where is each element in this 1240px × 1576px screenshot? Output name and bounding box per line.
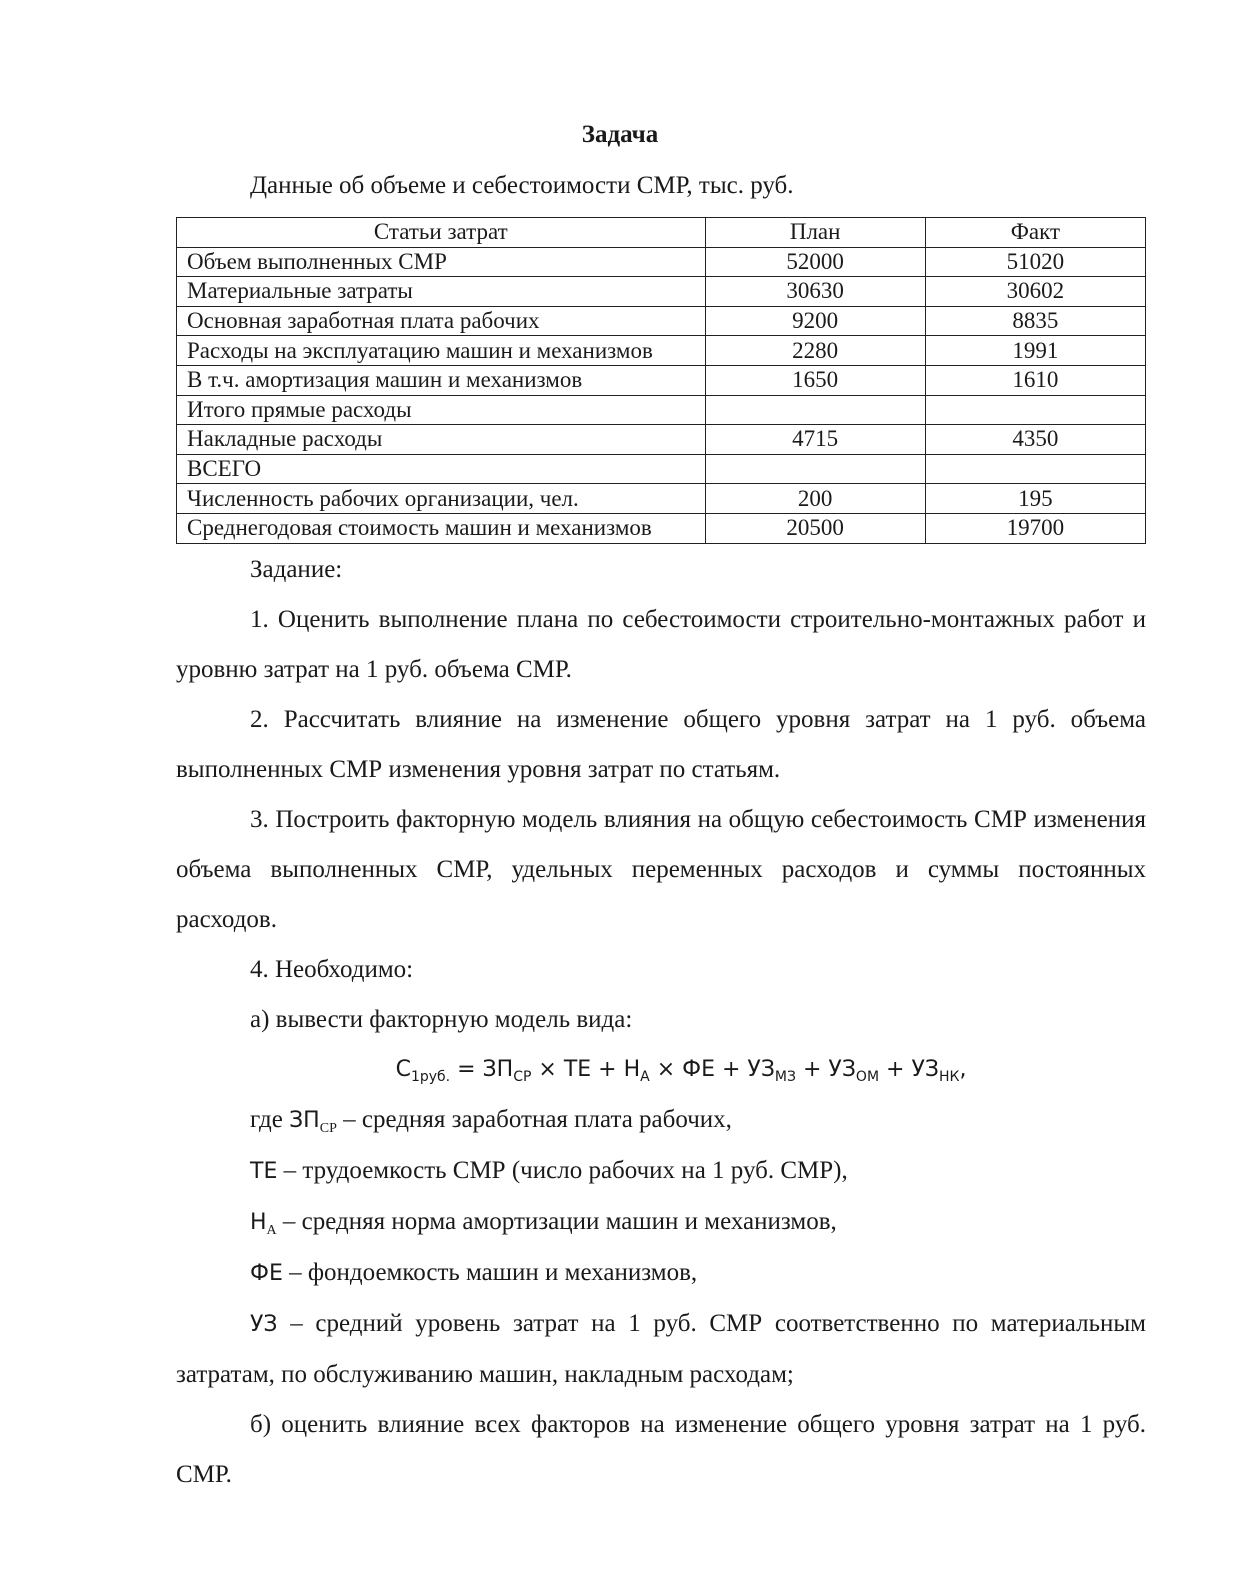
formula-zp: ЗП <box>482 1057 514 1082</box>
fact-value: 30602 <box>925 277 1145 307</box>
symbol-te: ТЕ <box>250 1159 278 1184</box>
definition-te-text: – трудоемкость СМР (число рабочих на 1 руб. СМР), <box>277 1157 848 1184</box>
table-row <box>177 306 1146 336</box>
formula-plus-2: + <box>879 1057 912 1082</box>
header-plan: План <box>705 218 925 248</box>
table-row <box>177 277 1146 307</box>
plan-value <box>705 454 925 484</box>
formula-eq: = <box>450 1057 483 1082</box>
symbol-na: Н <box>250 1210 267 1235</box>
fact-value <box>925 395 1145 425</box>
plan-value: 4715 <box>705 425 925 455</box>
plan-value: 2280 <box>705 336 925 366</box>
task-text <box>176 545 1146 1500</box>
definition-zp-text: – средняя заработная плата рабочих, <box>336 1106 732 1133</box>
table-header-row <box>177 218 1146 248</box>
symbol-uz: УЗ <box>250 1312 278 1337</box>
formula-end: , <box>959 1057 967 1082</box>
formula-zp-sub: СР <box>513 1069 532 1085</box>
formula-uz2-sub: ОМ <box>855 1069 880 1085</box>
factor-formula <box>176 1045 1146 1095</box>
formula-c: С <box>395 1057 411 1082</box>
symbol-fe: ФЕ <box>250 1261 283 1286</box>
fact-value: 51020 <box>925 247 1145 277</box>
plan-value: 1650 <box>705 365 925 395</box>
row-label: В т.ч. амортизация машин и механизмов <box>177 365 706 395</box>
definition-fe <box>176 1248 1146 1299</box>
plan-value: 20500 <box>705 513 925 543</box>
table-row <box>177 425 1146 455</box>
fact-value <box>925 454 1145 484</box>
plan-value <box>705 395 925 425</box>
plan-value: 52000 <box>705 247 925 277</box>
formula-uz1-sub: МЗ <box>774 1069 796 1085</box>
row-label: Накладные расходы <box>177 425 706 455</box>
definition-na <box>176 1197 1146 1248</box>
fact-value: 1610 <box>925 365 1145 395</box>
definition-te <box>176 1146 1146 1197</box>
definition-fe-text: – фондоемкость машин и механизмов, <box>282 1259 698 1286</box>
fact-value: 19700 <box>925 513 1145 543</box>
definition-prefix: где <box>250 1106 290 1133</box>
definition-uz <box>176 1299 1146 1400</box>
formula-plus-1: + <box>795 1057 829 1082</box>
definition-uz-text: – средний уровень затрат на 1 руб. СМР соответственно по материальным затратам, по обслуживанию машин, накладным расходам; <box>176 1310 1146 1388</box>
task-item-a: а) вывести факторную модель вида: <box>250 1006 633 1033</box>
formula-uz1: УЗ <box>747 1057 775 1082</box>
plan-value: 30630 <box>705 277 925 307</box>
row-label: Среднегодовая стоимость машин и механизмов <box>177 513 706 543</box>
row-label: Материальные затраты <box>177 277 706 307</box>
task-item-1: 1. Оценить выполнение плана по себестоимости строительно-монтажных работ и уровню затрат на 1 руб. объема СМР. <box>176 606 1146 683</box>
symbol-zp: ЗП <box>289 1108 320 1133</box>
row-label: Итого прямые расходы <box>177 395 706 425</box>
header-cost-items: Статьи затрат <box>177 218 706 248</box>
table-row <box>177 513 1146 543</box>
table-row <box>177 247 1146 277</box>
task-heading: Задание: <box>250 556 343 583</box>
task-item-2: 2. Рассчитать влияние на изменение общего уровня затрат на 1 руб. объема выполненных СМР изменения уровня затрат по статьям. <box>176 706 1146 783</box>
table-row <box>177 336 1146 366</box>
formula-n-sub: А <box>640 1069 650 1085</box>
fact-value: 4350 <box>925 425 1145 455</box>
fact-value: 195 <box>925 484 1145 514</box>
row-label: Расходы на эксплуатацию машин и механизмов <box>177 336 706 366</box>
cost-table <box>176 217 1146 544</box>
formula-n: Н <box>623 1057 641 1082</box>
task-item-4: 4. Необходимо: <box>250 956 414 983</box>
table-row <box>177 454 1146 484</box>
formula-times-fe: × ФЕ + <box>649 1057 748 1082</box>
document-title: Задача <box>581 121 659 148</box>
header-fact: Факт <box>925 218 1145 248</box>
task-item-3: 3. Построить факторную модель влияния на общую себестоимость СМР изменения объема выполненных СМР, удельных переменных расходов и суммы постоянных расходов. <box>176 806 1146 933</box>
plan-value: 200 <box>705 484 925 514</box>
fact-value: 1991 <box>925 336 1145 366</box>
symbol-na-sub: А <box>266 1223 277 1238</box>
definition-zp <box>176 1095 1146 1146</box>
table-row <box>177 484 1146 514</box>
table-caption: Данные об объеме и себестоимости СМР, тыс. руб. <box>250 172 794 199</box>
plan-value: 9200 <box>705 306 925 336</box>
formula-times-te: × ТЕ + <box>531 1057 624 1082</box>
task-item-b: б) оценить влияние всех факторов на изменение общего уровня затрат на 1 руб. СМР. <box>176 1411 1146 1488</box>
row-label: Основная заработная плата рабочих <box>177 306 706 336</box>
row-label: Численность рабочих организации, чел. <box>177 484 706 514</box>
table-row <box>177 395 1146 425</box>
fact-value: 8835 <box>925 306 1145 336</box>
symbol-zp-sub: СР <box>319 1121 337 1136</box>
row-label: Объем выполненных СМР <box>177 247 706 277</box>
table-row <box>177 365 1146 395</box>
formula-c-sub: 1руб. <box>410 1069 451 1085</box>
formula-uz3-sub: НК <box>938 1069 960 1085</box>
formula-uz2: УЗ <box>828 1057 856 1082</box>
formula-uz3: УЗ <box>911 1057 939 1082</box>
definition-na-text: – средняя норма амортизации машин и механизмов, <box>276 1208 837 1235</box>
row-label: ВСЕГО <box>177 454 706 484</box>
